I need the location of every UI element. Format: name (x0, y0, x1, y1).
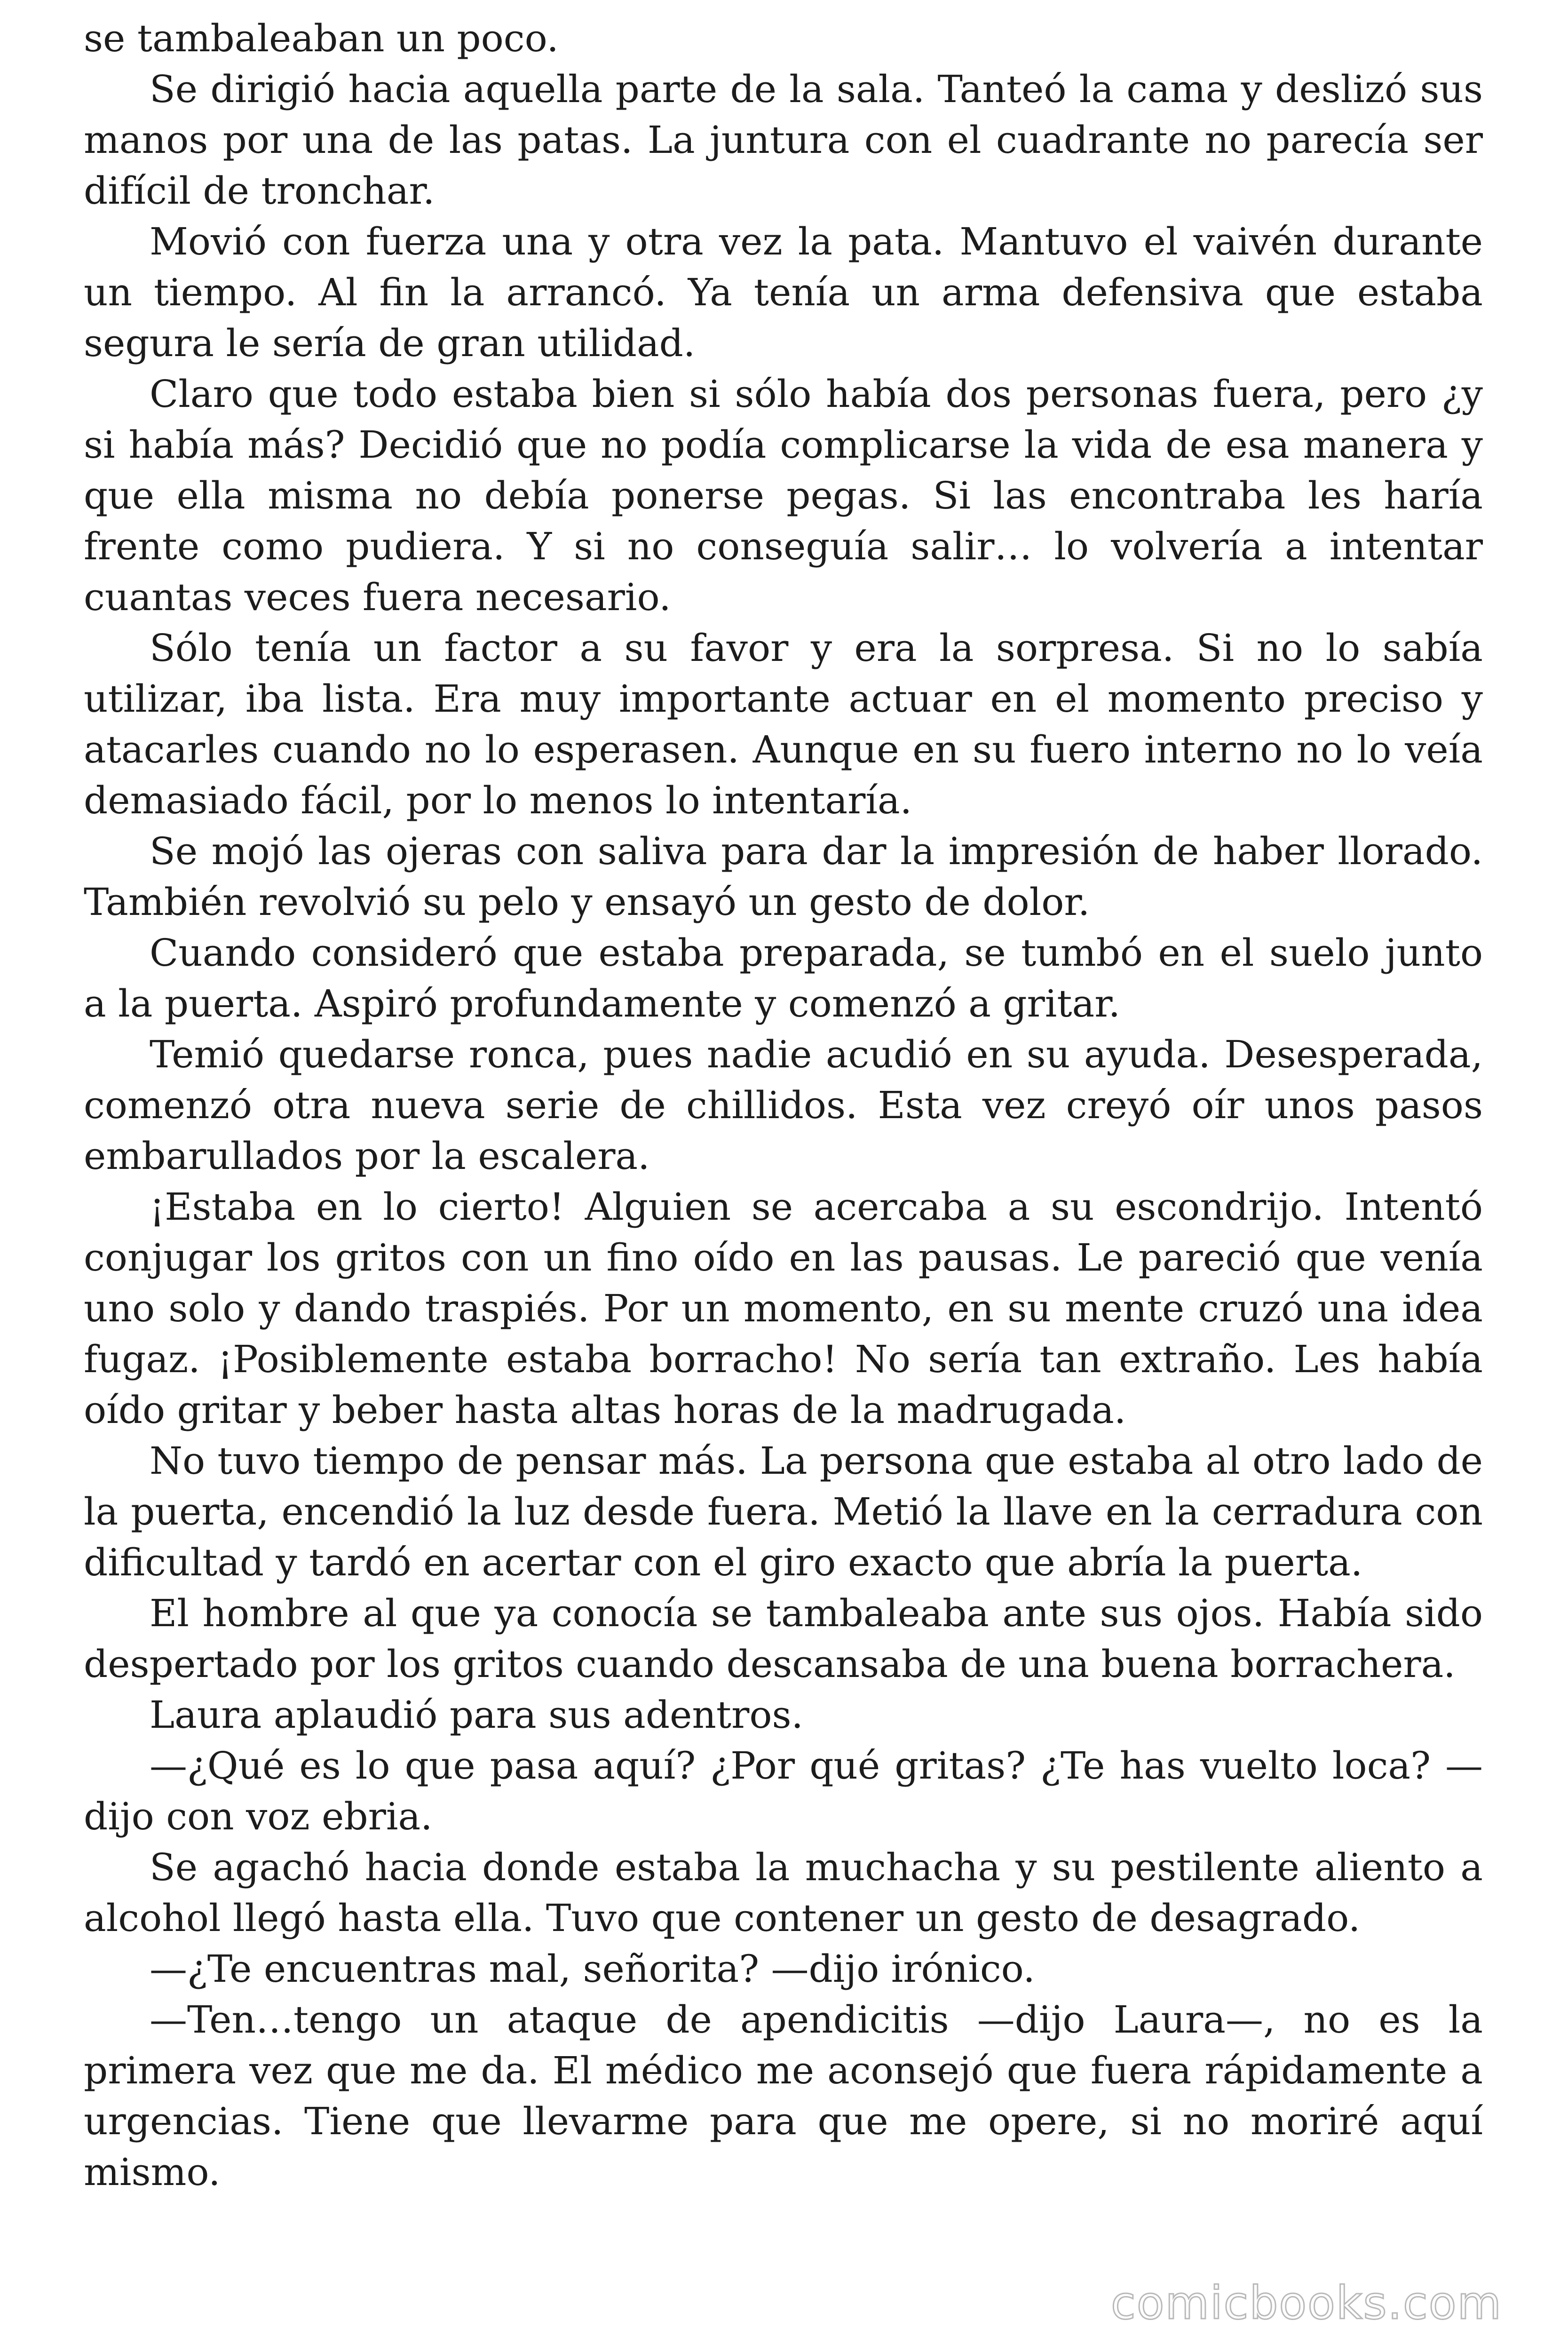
paragraph-13: —¿Qué es lo que pasa aquí? ¿Por qué gritas? ¿Te has vuelto loca? —dijo con voz ebria. (84, 1744, 1483, 1838)
book-page-text (84, 13, 1483, 2271)
paragraph-12: Laura aplaudió para sus adentros. (150, 1693, 803, 1737)
paragraph-7: Cuando consideró que estaba preparada, se tumbó en el suelo junto a la puerta. Aspiró profundamente y comenzó a gritar. (84, 931, 1483, 1025)
paragraph-6: Se mojó las ojeras con saliva para dar la impresión de haber llorado. También revolvió su pelo y ensayó un gesto de dolor. (84, 829, 1483, 924)
paragraph-1: se tambaleaban un poco. (84, 16, 559, 60)
paragraph-2: Se dirigió hacia aquella parte de la sala. Tanteó la cama y deslizó sus manos por una de las patas. La juntura con el cuadrante no parecía ser difícil de tronchar. (84, 67, 1483, 213)
paragraph-14: Se agachó hacia donde estaba la muchacha y su pestilente aliento a alcohol llegó hasta ella. Tuvo que contener un gesto de desagrado. (84, 1845, 1483, 1940)
paragraph-4: Claro que todo estaba bien si sólo había dos personas fuera, pero ¿y si había más? Decidió que no podía complicarse la vida de esa manera y que ella misma no debía ponerse pegas. Si las encontraba les haría frente como pudiera. Y si no conseguía salir… lo volvería a intentar cuantas veces fuera necesario. (84, 372, 1483, 619)
paragraph-15: —¿Te encuentras mal, señorita? —dijo irónico. (150, 1947, 1035, 1991)
paragraph-16: —Ten…tengo un ataque de apendicitis —dijo Laura—, no es la primera vez que me da. El médico me aconsejó que fuera rápidamente a urgencias. Tiene que llevarme para que me opere, si no moriré aquí mismo. (84, 1998, 1483, 2194)
paragraph-10: No tuvo tiempo de pensar más. La persona que estaba al otro lado de la puerta, encendió la luz desde fuera. Metió la llave en la cerradura con dificultad y tardó en acertar con el giro exacto que abría la puerta. (84, 1439, 1483, 1584)
paragraph-9: ¡Estaba en lo cierto! Alguien se acercaba a su escondrijo. Intentó conjugar los gritos con un fino oído en las pausas. Le pareció que venía uno solo y dando traspiés. Por un momento, en su mente cruzó una idea fugaz. ¡Posiblemente estaba borracho! No sería tan extraño. Les había oído gritar y beber hasta altas horas de la madrugada. (84, 1185, 1483, 1432)
paragraph-5: Sólo tenía un factor a su favor y era la sorpresa. Si no lo sabía utilizar, iba lista. Era muy importante actuar en el momento preciso y atacarles cuando no lo esperasen. Aunque en su fuero interno no lo veía demasiado fácil, por lo menos lo intentaría. (84, 626, 1483, 822)
paragraph-11: El hombre al que ya conocía se tambaleaba ante sus ojos. Había sido despertado por los gritos cuando descansaba de una buena borrachera. (84, 1591, 1483, 1686)
paragraph-8: Temió quedarse ronca, pues nadie acudió en su ayuda. Desesperada, comenzó otra nueva serie de chillidos. Esta vez creyó oír unos pasos embarullados por la escalera. (84, 1033, 1483, 1178)
watermark: comicbooks.com (1110, 2277, 1502, 2329)
paragraph-3: Movió con fuerza una y otra vez la pata. Mantuvo el vaivén durante un tiempo. Al fin la arrancó. Ya tenía un arma defensiva que estaba segura le sería de gran utilidad. (84, 220, 1483, 365)
